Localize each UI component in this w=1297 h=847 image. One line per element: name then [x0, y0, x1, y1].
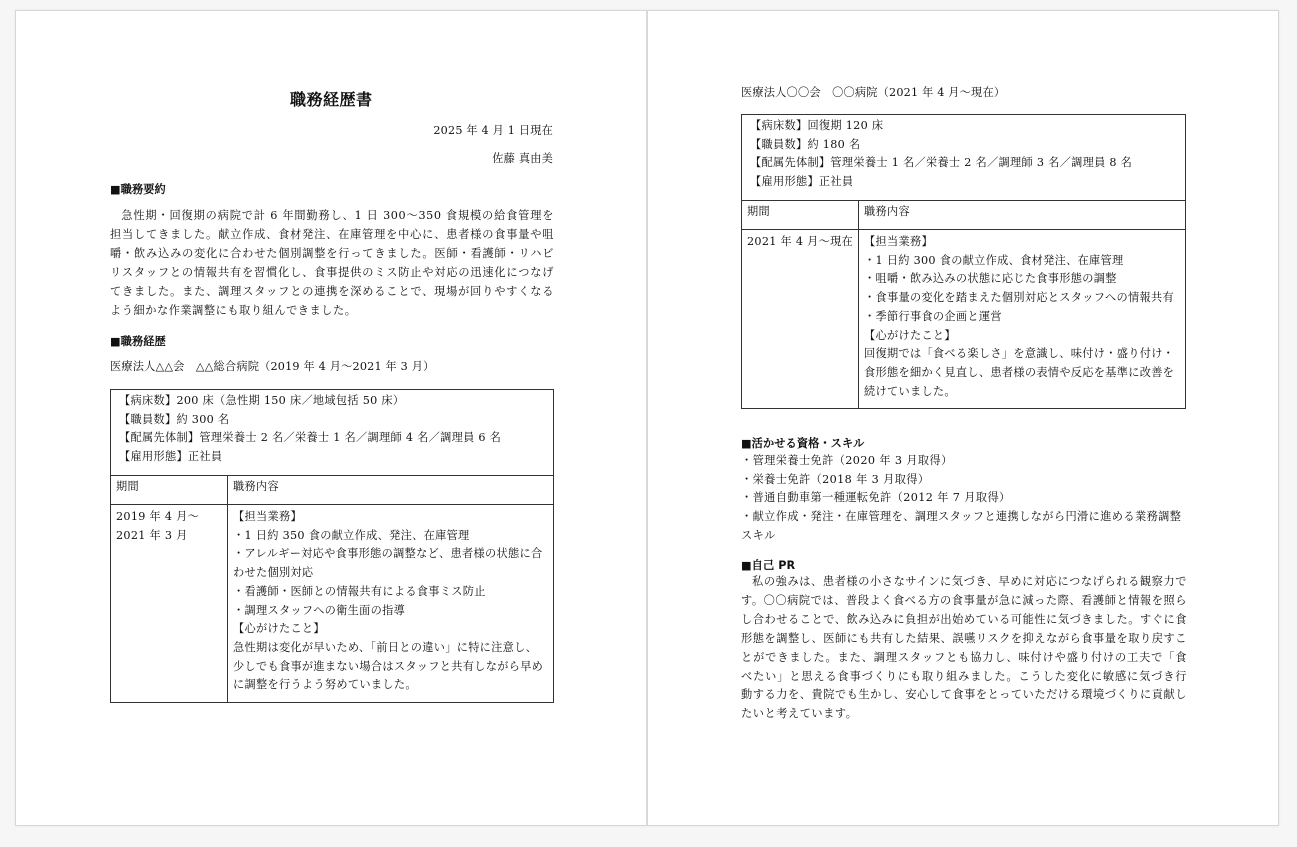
header-content: 職務内容	[859, 201, 1186, 230]
info-employment: 【雇用形態】正社員	[119, 450, 223, 464]
summary-body: 急性期・回復期の病院で計 6 年間勤務し、1 日 300〜350 食規模の給食管理を担当してきました。献立作成、食材発注、在庫管理を中心に、患者様の食事量や咀嚼・飲み込みの変化に合わせた個別調整を行ってきました。医師・看護師・リハビリスタッフとの情報共有を習慣化し、食事提供のミス防止や対応の迅速化につなげてきました。また、調理スタッフとの連携を深めることで、現場が回りやすくなるよう細かな作業調整にも取り組んできました。	[110, 209, 554, 317]
info-beds: 【病床数】回復期 120 床	[750, 119, 884, 132]
duty-item: ・調理スタッフへの衛生面の指導	[233, 603, 406, 617]
duty-item: ・1 日約 300 食の献立作成、食材発注、在庫管理	[864, 253, 1124, 267]
content-cell-2	[859, 230, 1186, 409]
focus-text: 回復期では「食べる楽しさ」を意識し、味付け・盛り付け・食形態を細かく見直し、患者様の表情や反応を基準に改善を続けていました。	[864, 347, 1175, 398]
focus-heading: 【心がけたこと】	[233, 622, 325, 636]
job-table-1	[110, 389, 554, 703]
employer-1: 医療法人△△会 △△総合病院（2019 年 4 月〜2021 年 3 月）	[110, 360, 435, 373]
period-cell-2	[742, 230, 859, 409]
info-team: 【配属先体制】管理栄養士 1 名／栄養士 2 名／調理師 3 名／調理員 8 名	[750, 156, 1133, 170]
info-staff: 【職員数】約 300 名	[119, 412, 230, 426]
period-cell-1	[111, 505, 228, 703]
skills-list	[741, 452, 1187, 546]
summary-text	[110, 207, 554, 320]
info-staff: 【職員数】約 180 名	[750, 137, 861, 151]
focus-heading: 【心がけたこと】	[864, 328, 956, 342]
header-content: 職務内容	[228, 476, 554, 505]
period-text: 2021 年 4 月〜現在	[747, 235, 854, 248]
focus-text: 急性期は変化が早いため、「前日との違い」に特に注意し、少しでも食事が進まない場合はスタッフと共有しながら早めに調整を行うよう努めていました。	[233, 640, 544, 692]
duty-item: ・アレルギー対応や食事形態の調整など、患者様の状態に合わせた個別対応	[233, 547, 543, 580]
employer-2: 医療法人〇〇会 〇〇病院（2021 年 4 月〜現在）	[741, 86, 1006, 99]
skill-item: ・普通自動車第一種運転免許（2012 年 7 月取得）	[741, 491, 1011, 505]
pr-body: 私の強みは、患者様の小さなサインに気づき、早めに対応につなげられる観察力です。〇〇病院では、普段よく食べる方の食事量が急に減った際、看護師と情報を照らし合わせることで、飲み込みに負担が出始めている可能性に気づきました。すぐに食形態を調整し、医師にも共有した結果、誤嚥リスクを抑えながら食事量を取り戻すことができました。また、調理スタッフとも協力し、味付けや盛り付けの工夫で「食べたい」と思える食事づくりにも取り組みました。こうした変化に敏感に気づき行動する力を、貴院でも生かし、安心して食事をとっていただける環境づくりに貢献したいと考えています。	[741, 575, 1187, 721]
duty-item: ・咀嚼・飲み込みの状態に応じた食事形態の調整	[864, 272, 1117, 286]
info-beds: 【病床数】200 床（急性期 150 床／地域包括 50 床）	[119, 394, 405, 407]
author-name: 佐藤 真由美	[492, 152, 553, 165]
period-text: 2019 年 4 月〜2021 年 3 月	[116, 510, 200, 542]
page-divider	[646, 10, 648, 826]
skill-item: ・栄養士免許（2018 年 3 月取得）	[741, 472, 930, 486]
duties-heading: 【担当業務】	[864, 235, 933, 248]
skill-item: ・献立作成・発注・在庫管理を、調理スタッフと連携しながら円滑に進める業務調整スキル	[741, 510, 1182, 542]
company-info-1	[111, 390, 554, 476]
header-period: 期間	[111, 476, 228, 505]
duty-item: ・看護師・医師との情報共有による食事ミス防止	[233, 584, 486, 598]
job-table-2	[741, 114, 1186, 409]
pr-heading: ■自己 PR	[741, 559, 796, 572]
info-employment: 【雇用形態】正社員	[750, 175, 854, 189]
skill-item: ・管理栄養士免許（2020 年 3 月取得）	[741, 454, 953, 467]
content-cell-1	[228, 505, 554, 703]
info-team: 【配属先体制】管理栄養士 2 名／栄養士 1 名／調理師 4 名／調理員 6 名	[119, 431, 502, 445]
header-period: 期間	[742, 201, 859, 230]
summary-heading: ■職務要約	[110, 183, 166, 196]
pr-text	[741, 573, 1187, 724]
document-date: 2025 年 4 月 1 日現在	[433, 124, 553, 137]
duty-item: ・食事量の変化を踏まえた個別対応とスタッフへの情報共有	[864, 291, 1174, 305]
duties-heading: 【担当業務】	[233, 510, 302, 523]
document-title: 職務経歴書	[290, 90, 373, 109]
company-info-2	[742, 115, 1186, 201]
duty-item: ・1 日約 350 食の献立作成、発注、在庫管理	[233, 528, 470, 542]
history-heading: ■職務経歴	[110, 335, 166, 348]
duty-item: ・季節行事食の企画と運営	[864, 309, 1002, 323]
skills-heading: ■活かせる資格・スキル	[741, 437, 865, 450]
